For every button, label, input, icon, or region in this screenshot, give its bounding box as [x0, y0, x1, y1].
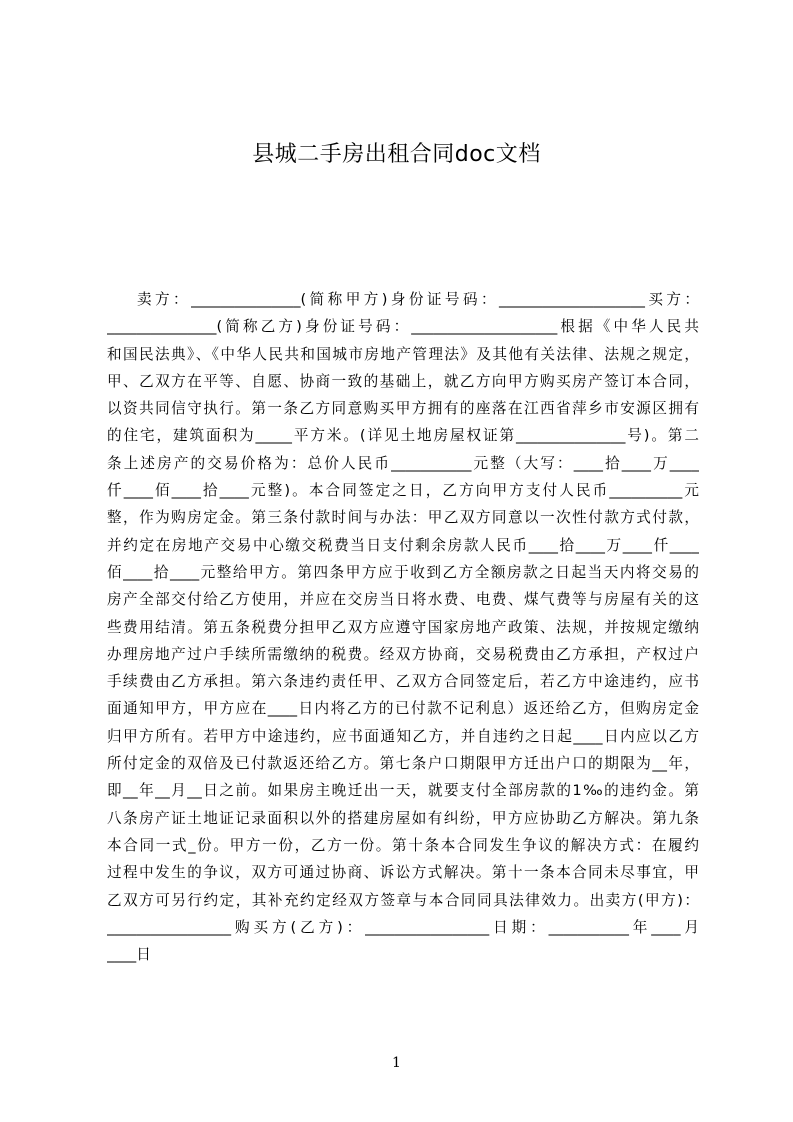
body-line: 八条房产证土地证记录面积以外的搭建房屋如有纠纷，甲方应协助乙方解决。第九条 [107, 809, 699, 827]
body-line: 办理房地产过户手续所需缴纳的税费。经双方协商，交易税费由乙方承担，产权过户 [107, 645, 699, 663]
body-line: 卖方：_______________(简称甲方)身份证号码：____________________买方： [137, 291, 699, 308]
body-line: 并约定在房地产交易中心缴交税费当日支付剩余房款人民币____拾____万____仟____ [107, 536, 699, 554]
body-line: 仟____佰____拾____元整)。本合同签定之日，乙方向甲方支付人民币__________元 [107, 482, 699, 500]
body-line: ____日 [107, 946, 151, 964]
body-line: 整，作为购房定金。第三条付款时间与办法：甲乙双方同意以一次性付款方式付款， [107, 509, 699, 527]
body-line: 面通知甲方，甲方应在____日内将乙方的已付款不记利息）返还给乙方，但购房定金 [107, 700, 699, 718]
page-number: 1 [392, 1055, 401, 1071]
body-line: 甲、乙双方在平等、自愿、协商一致的基础上，就乙方向甲方购买房产签订本合同， [107, 372, 699, 390]
body-line: 些费用结清。第五条税费分担甲乙双方应遵守国家房地产政策、法规，并按规定缴纳 [107, 618, 699, 636]
body-line: _______________(简称乙方)身份证号码：____________________根据《中华人民共 [107, 318, 699, 336]
body-line: 条上述房产的交易价格为：总价人民币___________元整（大写：____拾____万____ [107, 454, 699, 472]
body-line: 以资共同信守执行。第一条乙方同意购买甲方拥有的座落在江西省萍乡市安源区拥有 [107, 400, 699, 418]
body-line: 过程中发生的争议，双方可通过协商、诉讼方式解决。第十一条本合同未尽事宜，甲 [107, 864, 699, 882]
body-line: 归甲方所有。若甲方中途违约，应书面通知乙方，并自违约之日起____日内应以乙方 [107, 727, 699, 745]
body-line: 本合同一式_份。甲方一份，乙方一份。第十条本合同发生争议的解决方式：在履约 [107, 836, 699, 854]
body-line: 乙双方可另行约定，其补充约定经双方签章与本合同同具法律效力。出卖方(甲方)： [107, 891, 699, 909]
body-line: 所付定金的双倍及已付款返还给乙方。第七条户口期限甲方迁出户口的期限为__年， [107, 755, 699, 773]
body-line: 和国民法典》、《中华人民共和国城市房地产管理法》及其他有关法律、法规之规定， [107, 345, 699, 363]
contract-body [107, 286, 699, 966]
document-title: 县城二手房出租合同doc文档 [252, 142, 541, 167]
body-line: 的住宅，建筑面积为_____平方米。(详见土地房屋权证第_______________号)。第二 [107, 427, 699, 445]
body-line: _________________购买方(乙方)：_________________日期：___________年____月 [107, 918, 699, 936]
body-line: 房产全部交付给乙方使用，并应在交房当日将水费、电费、煤气费等与房屋有关的这 [107, 591, 699, 609]
body-line: 即__年__月__日之前。如果房主晚迁出一天，就要支付全部房款的1‰的违约金。第 [107, 782, 699, 800]
body-line: 手续费由乙方承担。第六条违约责任甲、乙双方合同签定后，若乙方中途违约，应书 [107, 673, 699, 691]
body-line: 佰____拾____元整给甲方。第四条甲方应于收到乙方全额房款之日起当天内将交易的 [107, 563, 699, 581]
